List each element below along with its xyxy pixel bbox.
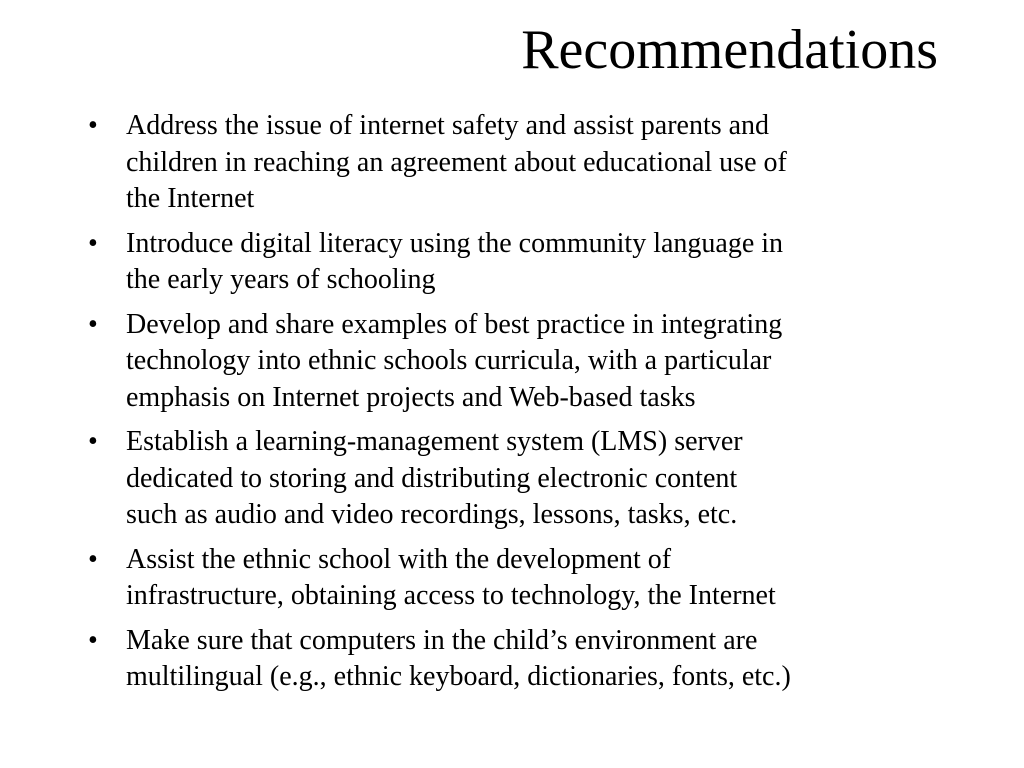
bullet-line: Make sure that computers in the child’s environment are	[126, 624, 758, 656]
bullet-point-icon: •	[88, 426, 98, 457]
bullet-line: Establish a learning-management system (LMS) server	[126, 426, 743, 457]
bullet-point-icon: •	[88, 308, 98, 340]
bullet-text	[126, 108, 787, 218]
bullet-text	[126, 424, 743, 534]
bullet-line: dedicated to storing and distributing electronic content	[126, 462, 738, 494]
bullet-item	[86, 424, 946, 534]
bullet-line: the Internet	[126, 183, 255, 214]
bullet-item	[86, 542, 946, 615]
bullet-line: multilingual (e.g., ethnic keyboard, dictionaries, fonts, etc.)	[126, 661, 791, 692]
bullet-point-icon: •	[88, 110, 98, 141]
bullet-item	[86, 307, 946, 417]
bullet-item	[86, 226, 946, 299]
bullet-line: Introduce digital literacy using the community language in	[126, 227, 784, 259]
slide-title: Recommendations	[521, 19, 938, 81]
bullet-line: the early years of schooling	[126, 264, 436, 295]
bullet-line: such as audio and video recordings, lessons, tasks, etc.	[126, 499, 738, 530]
bullet-line: children in reaching an agreement about educational use of	[126, 146, 787, 178]
bullet-text	[126, 542, 776, 615]
bullet-text	[126, 623, 791, 696]
bullet-line: infrastructure, obtaining access to technology, the Internet	[126, 580, 776, 611]
bullet-point-icon: •	[88, 227, 98, 259]
bullet-text	[126, 226, 783, 299]
bullet-line: technology into ethnic schools curricula, with a particular	[126, 345, 772, 376]
bullet-line: Address the issue of internet safety and assist parents and	[126, 110, 770, 141]
bullet-item	[86, 108, 946, 218]
bullet-item	[86, 623, 946, 696]
bullet-line: Develop and share examples of best practice in integrating	[126, 308, 783, 340]
bullet-point-icon: •	[88, 543, 98, 575]
bullet-point-icon: •	[88, 624, 98, 656]
bullet-text	[126, 307, 782, 417]
bullet-line: emphasis on Internet projects and Web-based tasks	[126, 381, 696, 413]
bullet-line: Assist the ethnic school with the development of	[126, 543, 672, 575]
bullet-list	[86, 108, 946, 704]
